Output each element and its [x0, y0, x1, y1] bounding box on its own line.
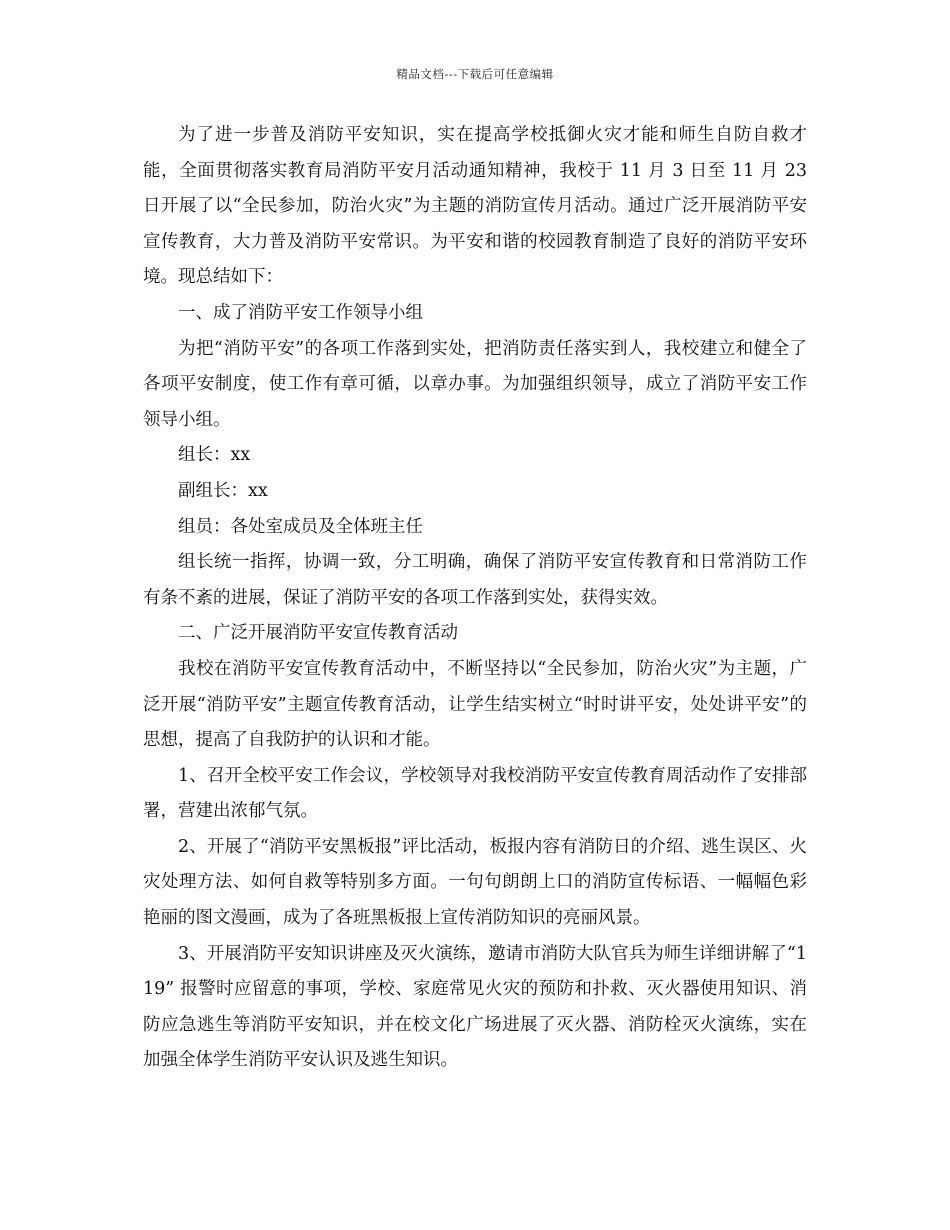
deputy-leader-line: 副组长：xx	[178, 480, 268, 501]
list-item-3: 3、开展消防平安知识讲座及灭火演练，邀请市消防大队官兵为师生详细讲解了“119” 报警时应留意的事项，学校、家庭常见火灾的预防和扑救、灭火器使用知识、消防应急逃生等消防平安知识，并在校文化广场进展了灭火器、消防栓灭火演练，实在加强全体学生消防平安认识及逃生知识。	[143, 943, 807, 1071]
team-leader-line: 组长：xx	[178, 445, 251, 466]
body-paragraph: 为把“消防平安”的各项工作落到实处，把消防责任落实到人，我校建立和健全了各项平安制度，使工作有章可循，以章办事。为加强组织领导，成立了消防平安工作领导小组。	[143, 338, 807, 430]
body-paragraph: 我校在消防平安宣传教育活动中，不断坚持以“全民参加，防治火灾”为主题，广泛开展“消防平安”主题宣传教育活动，让学生结实树立“时时讲平安，处处讲平安”的思想，提高了自我防护的认识和才能。	[143, 658, 807, 751]
team-members-line: 组员：各处室成员及全体班主任	[178, 516, 423, 537]
list-item-1: 1、召开全校平安工作会议，学校领导对我校消防平安宣传教育周活动作了安排部署，营建出浓郁气氛。	[143, 765, 807, 822]
body-paragraph: 组长统一指挥，协调一致，分工明确，确保了消防平安宣传教育和日常消防工作有条不紊的进展，保证了消防平安的各项工作落到实处，获得实效。	[143, 552, 807, 608]
page-header: 精品文档---下载后可任意编辑	[396, 67, 554, 81]
list-item-2: 2、开展了“消防平安黑板报”评比活动，板报内容有消防日的介绍、逃生误区、火灾处理方法、如何自救等特别多方面。一句句朗朗上口的消防宣传标语、一幅幅色彩艳丽的图文漫画，成为了各班黑板报上宣传消防知识的亮丽风景。	[143, 836, 807, 929]
section-heading-1: 一、成了消防平安工作领导小组	[178, 302, 423, 323]
document-body	[143, 118, 807, 1079]
section-heading-2: 二、广泛开展消防平安宣传教育活动	[178, 623, 458, 644]
intro-paragraph: 为了进一步普及消防平安知识，实在提高学校抵御火灾才能和师生自防自救才能，全面贯彻落实教育局消防平安月活动通知精神，我校于 11 月 3 日至 11 月 23 日开展了以“全民参加，防治火灾”为主题的消防宣传月活动。通过广泛开展消防平安宣传教育，大力普及消防平安常识。为平安和谐的校园教育制造了良好的消防平安环境。现总结如下：	[143, 125, 807, 288]
